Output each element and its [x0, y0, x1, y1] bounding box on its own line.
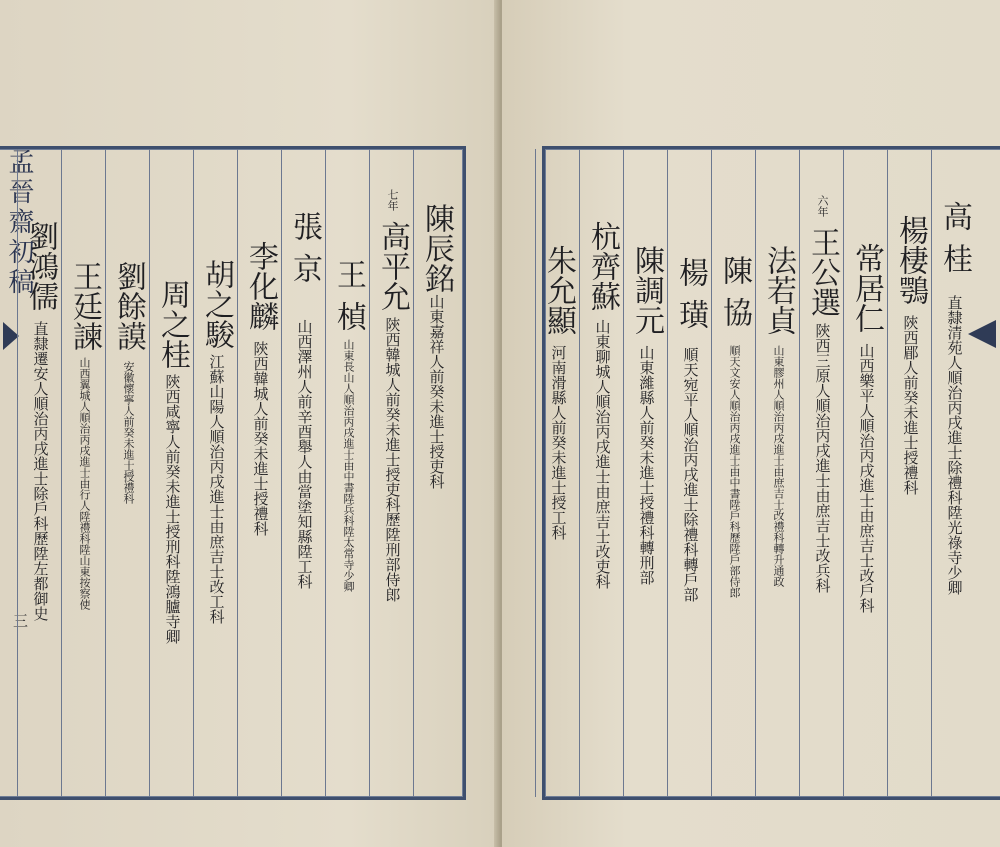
banxin-title-text: 孟晉齋初稿	[4, 148, 34, 298]
official-detail: 山西樂平人順治丙戌進士由庶吉士改戶科	[857, 343, 876, 613]
left-column-8	[105, 149, 150, 797]
right-column-7	[667, 149, 712, 797]
left-column-3	[325, 149, 370, 797]
official-name: 朱允顯	[541, 245, 576, 335]
right-column-10	[535, 149, 580, 797]
official-name: 楊棲鶚	[893, 215, 928, 305]
official-detail: 江蘇山陽人順治丙戌進士由庶吉士改工科	[207, 354, 226, 624]
right-column-8	[623, 149, 668, 797]
official-name: 陳辰銘	[419, 203, 454, 293]
official-name: 王楨	[331, 259, 366, 343]
official-note: 安徽懷寧人前癸未進士授禮科	[122, 361, 135, 504]
year-note: 六年	[816, 195, 829, 217]
left-column-10	[17, 149, 62, 797]
right-column-1	[931, 149, 976, 797]
right-column-3	[843, 149, 888, 797]
official-name: 李化麟	[243, 241, 278, 331]
official-name: 高桂	[937, 201, 972, 285]
right-column-5	[755, 149, 800, 797]
official-note: 山東膠州人順治丙戌進士由庶吉士改禮科轉升通政	[772, 345, 785, 587]
left-column-9	[61, 149, 106, 797]
right-column-2	[887, 149, 932, 797]
official-name: 常居仁	[849, 243, 884, 333]
official-name: 高平允	[375, 221, 410, 311]
left-page	[0, 0, 498, 847]
year-note: 七年	[386, 189, 399, 211]
official-name: 楊璜	[673, 257, 708, 341]
official-name: 劉餘謨	[111, 261, 146, 351]
right-column-6	[711, 149, 756, 797]
right-page-frame	[542, 146, 1000, 800]
official-name: 法若貞	[761, 245, 796, 335]
official-detail: 山東濰縣人前癸未進士授禮科轉刑部	[637, 345, 656, 585]
official-name: 張京	[287, 211, 322, 295]
left-column-4	[281, 149, 326, 797]
official-detail: 陝西郿人前癸未進士授禮科	[901, 315, 920, 495]
official-name: 陳調元	[629, 245, 664, 335]
official-detail: 陝西韓城人前癸未進士授禮科	[251, 341, 270, 536]
official-name: 劉鴻儒	[23, 221, 58, 311]
official-detail: 直隸遷安人順治丙戌進士除戶科歷陞左都御史	[31, 321, 50, 621]
left-column-2	[369, 149, 414, 797]
official-detail: 河南滑縣人前癸未進士授工科	[549, 345, 568, 540]
official-detail: 直隸清苑人順治丙戌進士除禮科陞光祿寺少卿	[945, 295, 964, 595]
official-detail: 山東嘉祥人前癸未進士授吏科	[427, 294, 446, 489]
official-name: 胡之駿	[199, 259, 234, 349]
left-column-5	[237, 149, 282, 797]
official-detail: 山東聊城人順治丙戌進士由庶吉士改吏科	[593, 319, 612, 589]
official-name: 杭齊蘇	[585, 221, 620, 311]
right-column-9	[579, 149, 624, 797]
official-detail: 陝西咸寧人前癸未進士授刑科陞鴻臚寺卿	[163, 374, 182, 644]
official-detail: 陝西韓城人前癸未進士授吏科歷陞刑部侍郎	[383, 317, 402, 602]
right-page	[502, 0, 1000, 847]
fish-tail-ornament-icon	[968, 320, 996, 348]
left-column-7	[149, 149, 194, 797]
left-column-6	[193, 149, 238, 797]
official-name: 周之桂	[155, 279, 190, 369]
official-name: 王公選	[805, 227, 840, 317]
official-name: 王廷諫	[67, 261, 102, 351]
official-name: 陳協	[717, 255, 752, 339]
left-page-frame	[0, 146, 466, 800]
page-number: 三	[13, 612, 29, 630]
official-detail: 陝西三原人順治丙戌進士由庶吉士改兵科	[813, 323, 832, 593]
official-detail: 山西澤州人前辛酉舉人由當塗知縣陞工科	[295, 319, 314, 589]
left-column-1	[413, 149, 458, 797]
right-column-4	[799, 149, 844, 797]
official-note: 山西翼城人順治丙戌進士由行人陞禮科陞山東按察使	[78, 357, 91, 610]
official-detail: 順天宛平人順治丙戌進士除禮科轉戶部	[681, 347, 700, 602]
official-note: 順天文安人順治丙戌進士由中書陞戶科歷陞戶部侍郎	[728, 345, 741, 598]
official-note: 山東長山人順治丙戌進士由中書陞兵科陞太常寺少卿	[342, 339, 355, 592]
